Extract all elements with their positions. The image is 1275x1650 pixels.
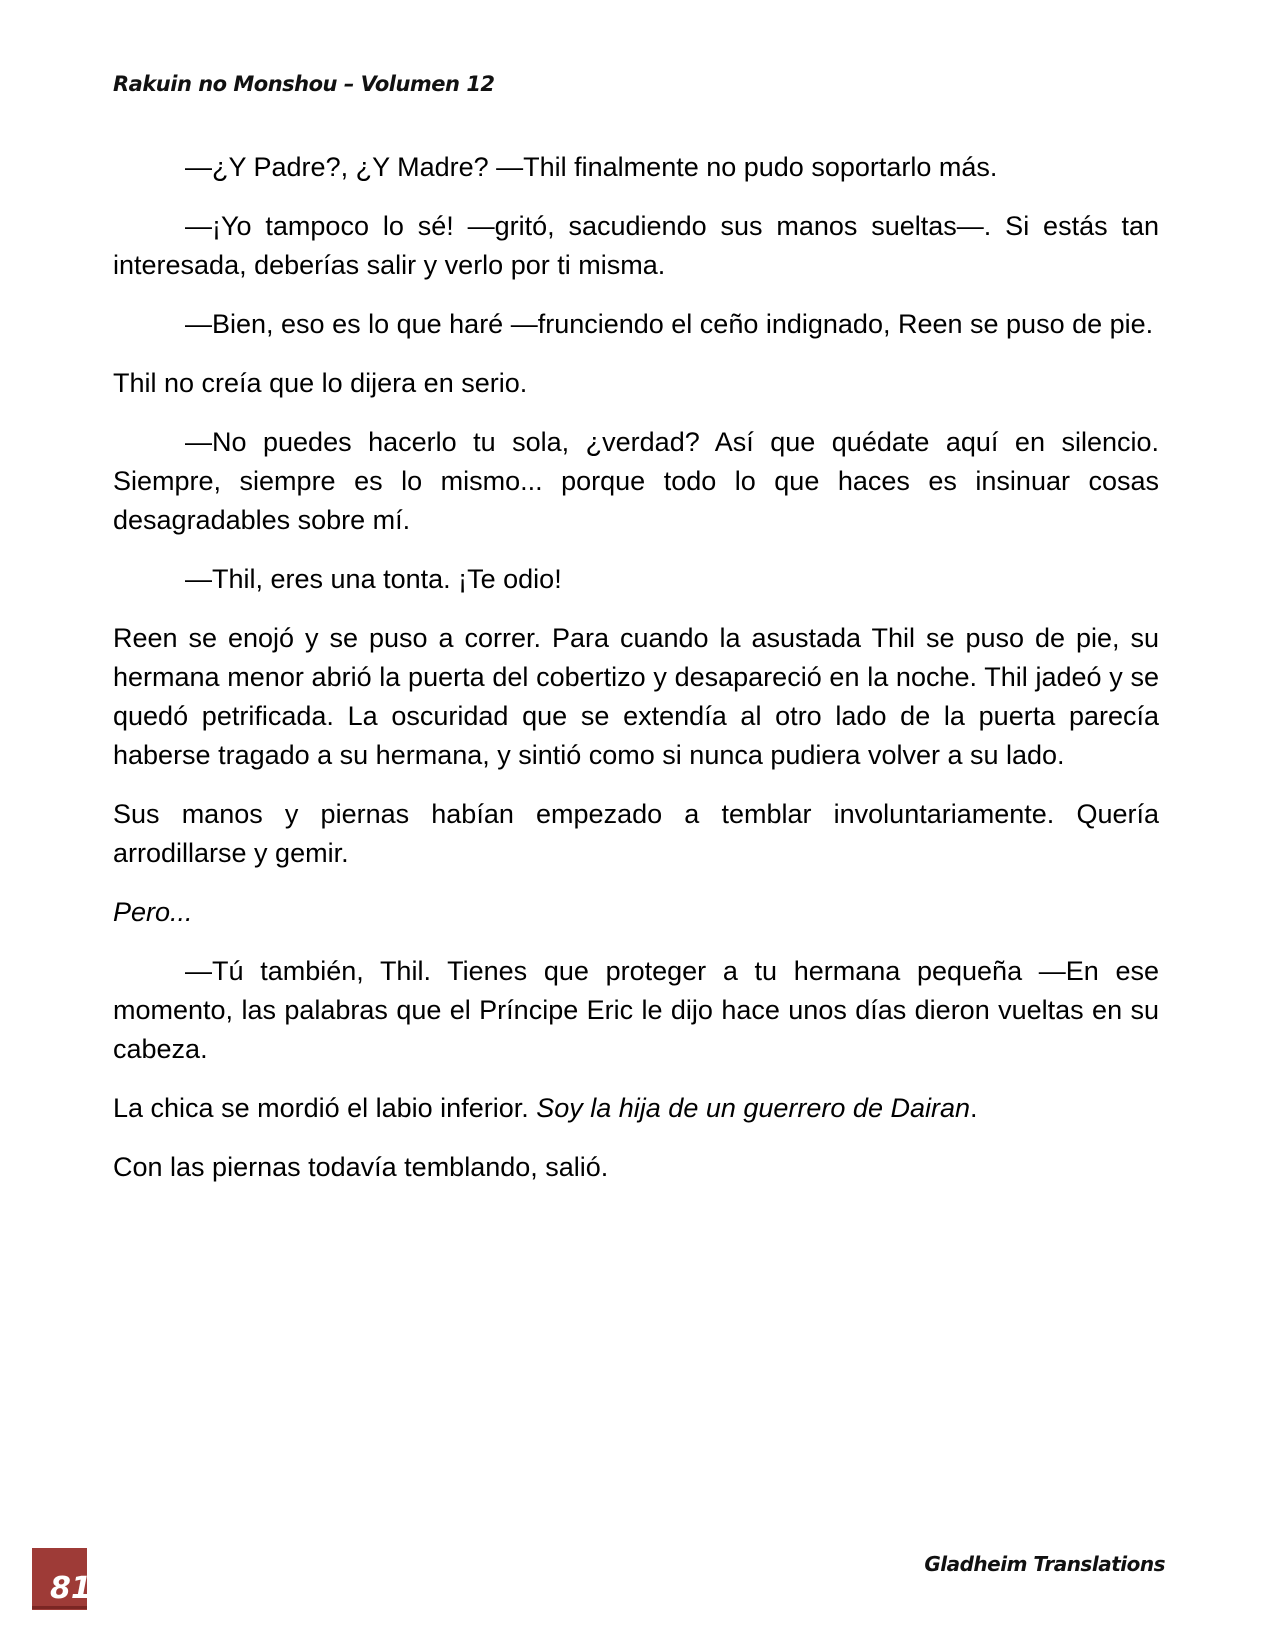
paragraph: Con las piernas todavía temblando, salió. <box>113 1152 609 1182</box>
running-header-title: Rakuin no Monshou – Volumen 12 <box>113 72 495 96</box>
paragraph-end-part: . <box>970 1093 978 1123</box>
paragraph: —Bien, eso es lo que haré —frunciendo el ceño indignado, Reen se puso de pie. <box>185 309 1154 339</box>
footer-credit: Gladheim Translations <box>924 1552 1165 1576</box>
paragraph-italic: Pero... <box>113 897 193 927</box>
paragraph: Reen se enojó y se puso a correr. Para cuando la asustada Thil se puso de pie, su hermana menor abrió la puerta del cobertizo y desapareció en la noche. Thil jadeó y se quedó petrificada. La oscuridad que se extendía al otro lado de la puerta parecía haberse tragado a su hermana, y sintió como si nunca pudiera volver a su lado. <box>113 623 1159 770</box>
paragraph: —Tú también, Thil. Tienes que proteger a tu hermana pequeña —En ese momento, las palabras que el Príncipe Eric le dijo hace unos días dieron vueltas en su cabeza. <box>113 956 1159 1064</box>
page-number-underline <box>32 1606 87 1609</box>
paragraph: Thil no creía que lo dijera en serio. <box>113 368 528 398</box>
body-text <box>113 148 1159 1207</box>
paragraph: —¡Yo tampoco lo sé! —gritó, sacudiendo sus manos sueltas—. Si estás tan interesada, deberías salir y verlo por ti misma. <box>113 211 1159 280</box>
page-number: 81 <box>50 1571 92 1606</box>
paragraph: —Thil, eres una tonta. ¡Te odio! <box>185 564 562 594</box>
paragraph-mixed <box>113 1089 1159 1128</box>
paragraph: —No puedes hacerlo tu sola, ¿verdad? Así que quédate aquí en silencio. Siempre, siempre es lo mismo... porque todo lo que haces es insinuar cosas desagradables sobre mí. <box>113 427 1159 535</box>
paragraph-italic-part: Soy la hija de un guerrero de Dairan <box>536 1093 971 1123</box>
paragraph: —¿Y Padre?, ¿Y Madre? —Thil finalmente no pudo soportarlo más. <box>185 152 998 182</box>
paragraph-plain-part: La chica se mordió el labio inferior. <box>113 1093 537 1123</box>
paragraph: Sus manos y piernas habían empezado a temblar involuntariamente. Quería arrodillarse y gemir. <box>113 799 1159 868</box>
